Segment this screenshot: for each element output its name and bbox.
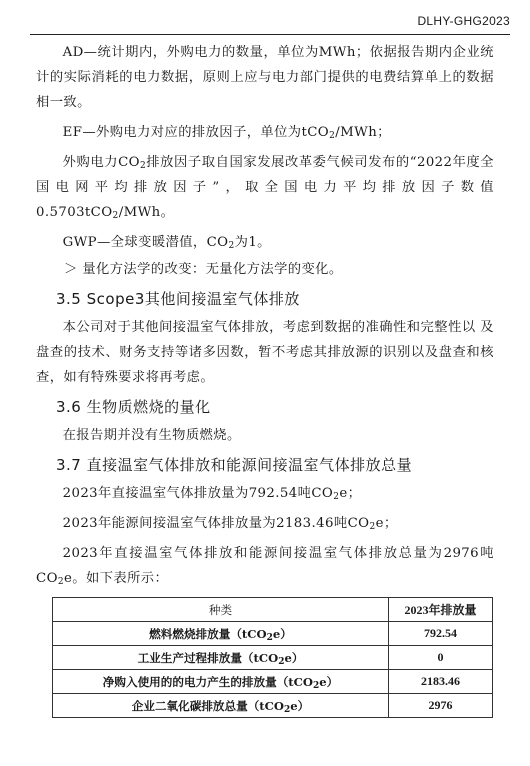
section-3-6-title: 3.6 生物质燃烧的量化 xyxy=(56,398,211,416)
header-rule xyxy=(30,34,510,35)
section-3-5-body: 本公司对于其他间接温室气体排放，考虑到数据的准确性和完整性以 及盘查的技术、财务支持等诸多因数，暂不考虑其排放源的识别以及盘查和核查，如有特殊要求将再考虑。 xyxy=(36,320,494,385)
table-cell-value: 2976 xyxy=(389,694,493,718)
emission-factor-source: 外购电力$CO_2$排放因子取自国家发展改革委气候司发布的“2022年度全国电网平均排放因子”，取全国电力平均排放因子数值0.5703tCO$_2$/MWh。 xyxy=(36,155,495,221)
section-3-5-title: 3.5 Scope3其他间接温室气体排放 xyxy=(56,290,300,308)
table-cell-value: 2183.46 xyxy=(389,670,493,694)
table-cell-value: 792.54 xyxy=(389,622,493,646)
table-header-row xyxy=(53,598,493,622)
table-row xyxy=(53,646,493,670)
table-cell-category: 工业生产过程排放量（tCO$_2$e） xyxy=(53,646,389,670)
table-cell-value: 0 xyxy=(389,646,493,670)
indirect-emission-line: 2023年能源间接温室气体排放量为2183.46吨$CO_2e$； xyxy=(62,516,398,532)
ef-definition: EF—外购电力对应的排放因子，单位为tCO$_2$/MWh； xyxy=(62,125,391,141)
table-row xyxy=(53,622,493,646)
table-cell-category: 燃料燃烧排放量（tCO$_2$e） xyxy=(53,622,389,646)
section-3-6-body: 在报告期并没有生物质燃烧。 xyxy=(62,428,241,443)
total-emission-line: 2023年直接温室气体排放和能源间接温室气体排放总量为2976吨$CO_2e$。如下表所示： xyxy=(36,546,494,587)
document-id: DLHY-GHG2023 xyxy=(417,14,510,28)
table-cell-category: 企业二氧化碳排放总量（tCO$_2$e） xyxy=(53,694,389,718)
method-change-note: ＞ 量化方法学的改变：无量化方法学的变化。 xyxy=(64,262,343,277)
section-3-7-title: 3.7 直接温室气体排放和能源间接温室气体排放总量 xyxy=(56,456,413,474)
table-header-category: 种类 xyxy=(53,598,389,622)
emissions-table xyxy=(52,597,493,718)
direct-emission-line: 2023年直接温室气体排放量为792.54吨$CO_2e$； xyxy=(62,486,362,502)
table-header-value: 2023年排放量 xyxy=(389,598,493,622)
table-row xyxy=(53,670,493,694)
table-cell-category: 净购入使用的的电力产生的排放量（tCO$_2$e） xyxy=(53,670,389,694)
table-row xyxy=(53,694,493,718)
ad-definition: AD—统计期内，外购电力的数量，单位为MWh；依据报告期内企业统计的实际消耗的电力数据，原则上应与电力部门提供的电费结算单上的数据相一致。 xyxy=(36,45,494,110)
gwp-definition: GWP—全球变暖潜值，$CO_2$为1。 xyxy=(62,235,271,251)
page-content xyxy=(36,40,494,718)
